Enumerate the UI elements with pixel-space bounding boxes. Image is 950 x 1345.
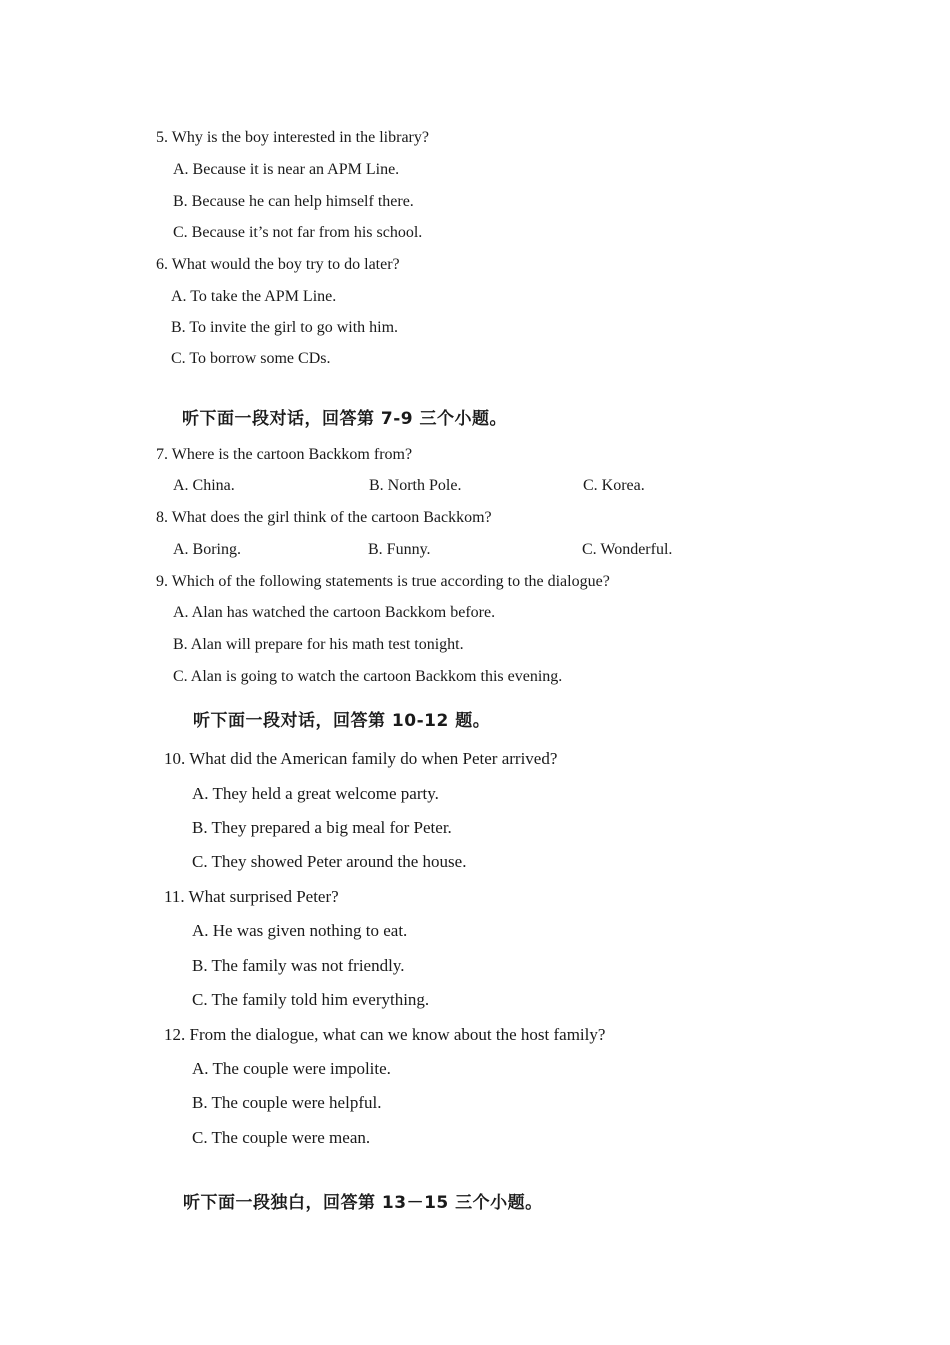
question-10-option-c: C. They showed Peter around the house. (192, 852, 467, 871)
section-heading-7-9: 听下面一段对话，回答第 7-9 三个小题。 (182, 409, 508, 429)
question-8-option-a: A. Boring. (173, 541, 241, 558)
question-9-stem: 9. Which of the following statements is true according to the dialogue? (156, 573, 610, 590)
question-8-option-b: B. Funny. (368, 541, 431, 558)
question-12-option-a: A. The couple were impolite. (192, 1059, 391, 1078)
section-heading-13-15: 听下面一段独白，回答第 13－15 三个小题。 (183, 1193, 543, 1213)
question-12-stem: 12. From the dialogue, what can we know about the host family? (164, 1025, 606, 1044)
question-9-option-b: B. Alan will prepare for his math test tonight. (173, 636, 464, 653)
question-12-option-c: C. The couple were mean. (192, 1128, 371, 1147)
question-8-stem: 8. What does the girl think of the cartoon Backkom? (156, 509, 492, 526)
question-11-stem: 11. What surprised Peter? (164, 887, 339, 906)
question-12-option-b: B. The couple were helpful. (192, 1093, 382, 1112)
question-9-option-a: A. Alan has watched the cartoon Backkom before. (173, 604, 496, 621)
question-10-option-b: B. They prepared a big meal for Peter. (192, 818, 452, 837)
question-6-option-c: C. To borrow some CDs. (171, 350, 331, 367)
section-heading-10-12: 听下面一段对话，回答第 10-12 题。 (193, 711, 491, 731)
question-10-option-a: A. They held a great welcome party. (192, 784, 439, 803)
question-5-option-c: C. Because it’s not far from his school. (173, 224, 423, 241)
question-5-option-a: A. Because it is near an APM Line. (173, 161, 400, 178)
question-7-option-b: B. North Pole. (369, 477, 462, 494)
question-6-stem: 6. What would the boy try to do later? (156, 256, 400, 273)
question-11-option-c: C. The family told him everything. (192, 990, 430, 1009)
question-7-stem: 7. Where is the cartoon Backkom from? (156, 446, 413, 463)
question-10-stem: 10. What did the American family do when Peter arrived? (164, 749, 558, 768)
question-5-option-b: B. Because he can help himself there. (173, 193, 414, 210)
question-7-option-c: C. Korea. (583, 477, 645, 494)
question-5-stem: 5. Why is the boy interested in the library? (156, 129, 429, 146)
question-6-option-b: B. To invite the girl to go with him. (171, 319, 399, 336)
question-6-option-a: A. To take the APM Line. (171, 288, 337, 305)
question-8-option-c: C. Wonderful. (582, 541, 673, 558)
question-11-option-b: B. The family was not friendly. (192, 956, 405, 975)
question-9-option-c: C. Alan is going to watch the cartoon Backkom this evening. (173, 668, 563, 685)
question-7-option-a: A. China. (173, 477, 235, 494)
question-11-option-a: A. He was given nothing to eat. (192, 921, 408, 940)
